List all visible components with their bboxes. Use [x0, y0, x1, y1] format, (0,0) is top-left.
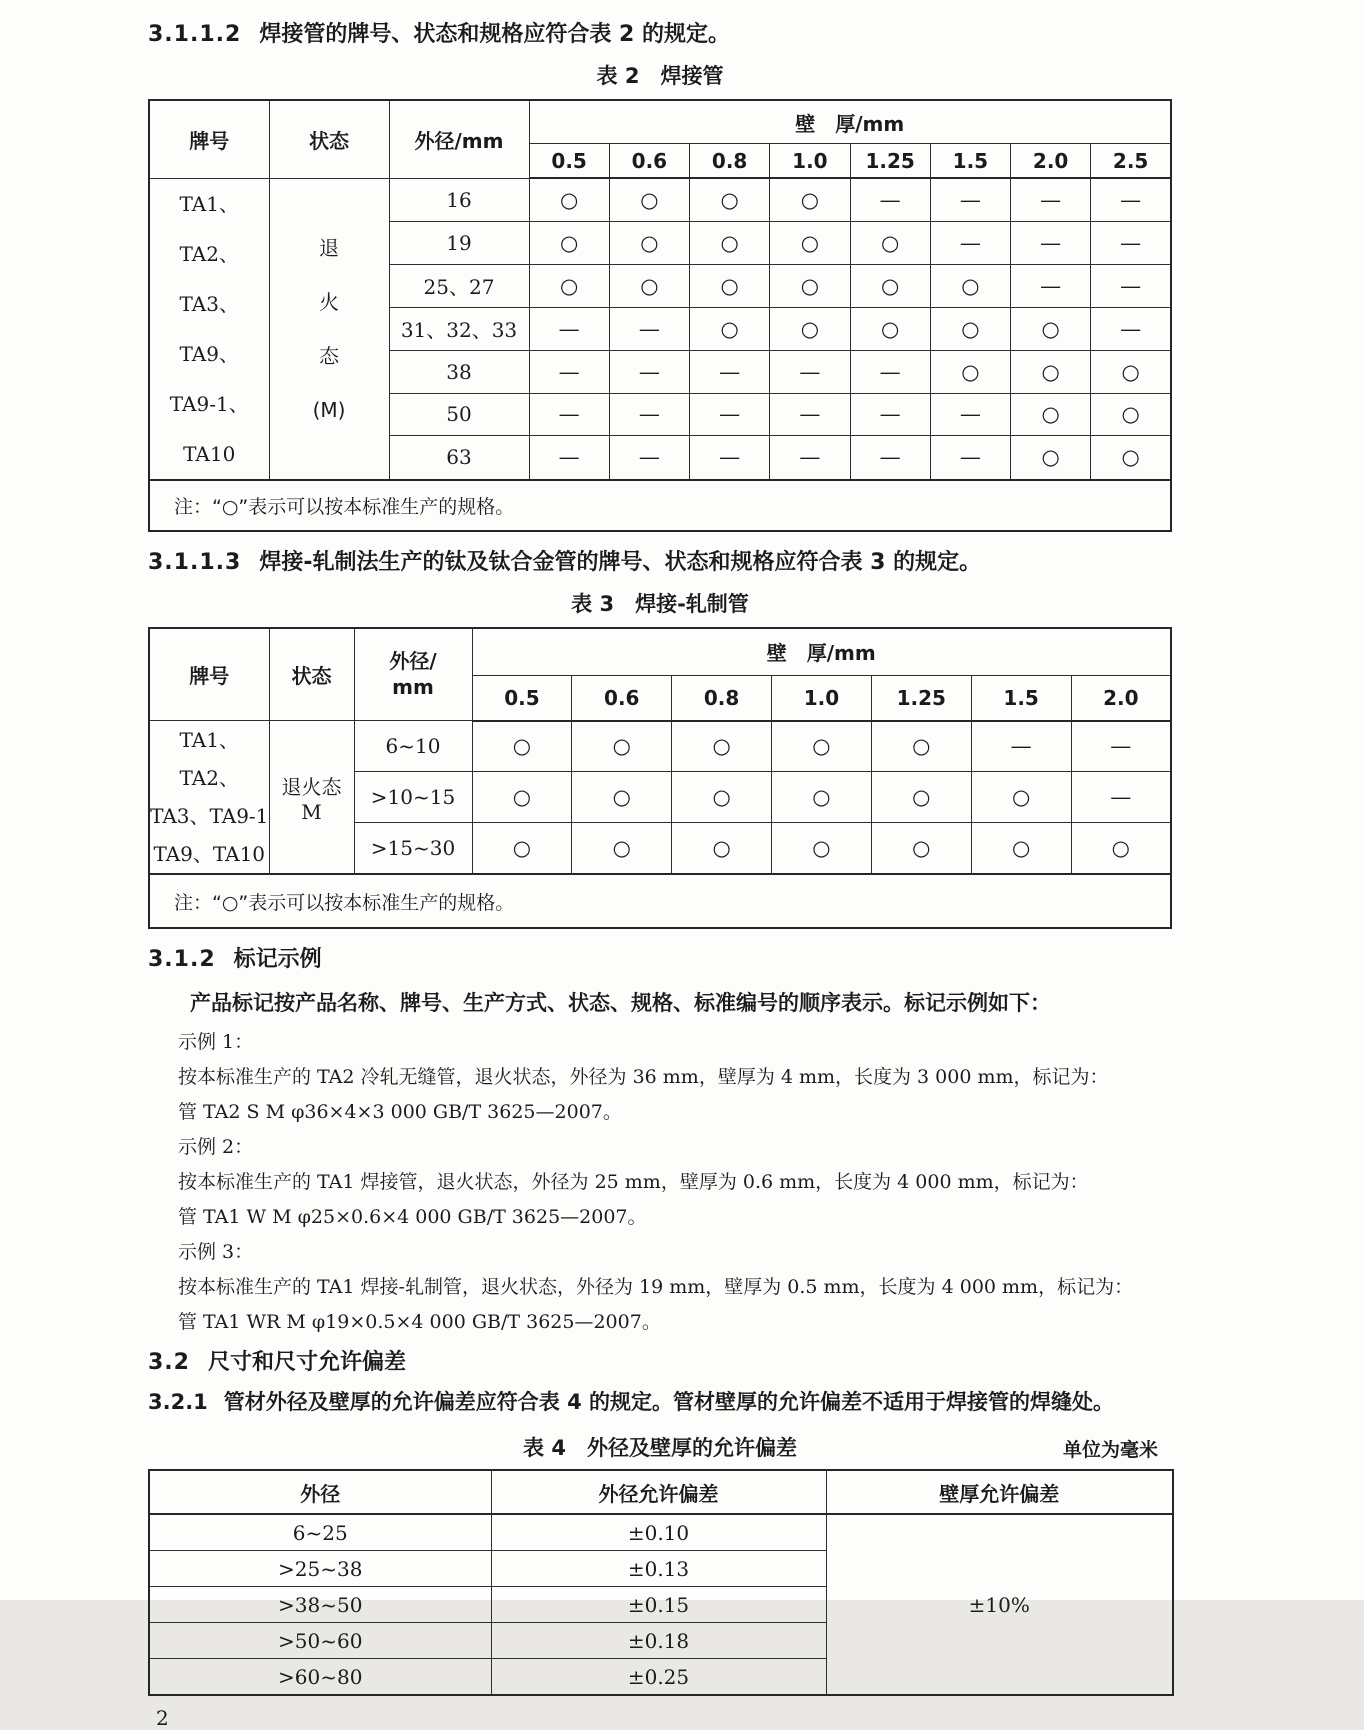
cell: ○	[1011, 393, 1091, 436]
thickness-header: 1.25	[871, 675, 971, 721]
example3-desc: 按本标准生产的 TA1 焊接-轧制管，退火状态，外径为 19 mm，壁厚为 0.5 mm，长度为 4 000 mm，标记为：	[178, 1276, 1134, 1298]
cell: —	[930, 178, 1010, 221]
spacer	[148, 532, 1172, 548]
spacer	[148, 929, 1172, 945]
cell: —	[529, 393, 609, 436]
cell: ○	[1091, 393, 1171, 436]
state-line: 态	[319, 343, 339, 368]
grade-cell	[149, 178, 269, 480]
table3-caption: 表 3 焊接-轧制管	[571, 591, 749, 616]
cell: ○	[529, 221, 609, 264]
cell: —	[609, 393, 689, 436]
thickness-header: 0.8	[672, 675, 772, 721]
cell: ○	[871, 721, 971, 772]
table-note-row	[149, 480, 1171, 531]
table-row	[149, 178, 1171, 221]
od-header-line: mm	[392, 675, 434, 700]
dev-cell: ±0.25	[491, 1659, 826, 1696]
od-cell: >15~30	[354, 823, 472, 874]
col-header-od	[354, 628, 472, 721]
example2-label: 示例 2：	[178, 1136, 254, 1158]
od-cell: >10~15	[354, 772, 472, 823]
cell: —	[770, 436, 850, 480]
thickness-header: 2.0	[1011, 144, 1091, 179]
cell: ○	[672, 823, 772, 874]
cell: ○	[930, 350, 1010, 393]
od-cell: 50	[389, 393, 529, 436]
cell: ○	[770, 264, 850, 307]
cell: ○	[971, 823, 1071, 874]
example1-label: 示例 1：	[178, 1031, 254, 1053]
state-line: 火	[319, 289, 339, 314]
clause-number: 3.2.1	[148, 1390, 208, 1414]
table-header-row	[149, 628, 1171, 676]
thickness-header: 0.6	[609, 144, 689, 179]
cell: ○	[772, 823, 872, 874]
col-header-od-dev: 外径允许偏差	[491, 1470, 826, 1514]
cell: ○	[690, 178, 770, 221]
example2-mark: 管 TA1 W M φ25×0.6×4 000 GB/T 3625—2007。	[178, 1206, 647, 1228]
grade-line: TA1、TA2、	[179, 191, 239, 266]
clause-title: 尺寸和尺寸允许偏差	[207, 1350, 406, 1375]
table-note: 注：“○”表示可以按本标准生产的规格。	[149, 480, 1171, 531]
cell: —	[1011, 264, 1091, 307]
cell: —	[770, 350, 850, 393]
col-header-od: 外径	[149, 1470, 491, 1514]
cell: ○	[472, 772, 572, 823]
dev-cell: ±0.18	[491, 1623, 826, 1659]
col-header-state: 状态	[269, 100, 389, 178]
col-header-grade: 牌号	[149, 100, 269, 178]
clause-32	[148, 1348, 1172, 1378]
table4-caption: 表 4 外径及壁厚的允许偏差	[523, 1436, 797, 1460]
cell: —	[930, 393, 1010, 436]
cell: —	[1071, 721, 1171, 772]
table-row	[149, 721, 1171, 772]
cell: ○	[672, 772, 772, 823]
cell: ○	[572, 772, 672, 823]
cell: ○	[971, 772, 1071, 823]
od-cell: >50~60	[149, 1623, 491, 1659]
cell: —	[1091, 264, 1171, 307]
col-header-od: 外径/mm	[389, 100, 529, 178]
col-header-wall: 壁 厚/mm	[472, 628, 1171, 676]
cell: ○	[770, 221, 850, 264]
cell: ○	[1011, 350, 1091, 393]
thickness-header: 1.5	[971, 675, 1071, 721]
od-cell: 16	[389, 178, 529, 221]
grade-line: TA3、TA9、	[179, 291, 239, 366]
table-3-welded-rolled-tubes	[148, 627, 1172, 930]
grade-line: TA9-1、	[169, 391, 249, 416]
clause-312	[148, 945, 1172, 975]
od-cell: 63	[389, 436, 529, 480]
example3-mark: 管 TA1 WR M φ19×0.5×4 000 GB/T 3625—2007。	[178, 1311, 661, 1333]
cell: —	[529, 350, 609, 393]
table-header-row	[149, 100, 1171, 144]
thickness-header: 0.8	[690, 144, 770, 179]
od-cell: 25、27	[389, 264, 529, 307]
cell: ○	[1091, 350, 1171, 393]
cell: —	[1091, 221, 1171, 264]
cell: —	[850, 178, 930, 221]
cell: ○	[930, 264, 1010, 307]
cell: ○	[1071, 823, 1171, 874]
grade-line: TA3、TA9-1	[150, 804, 269, 828]
cell: —	[770, 393, 850, 436]
od-header-line: 外径/	[389, 649, 437, 674]
cell: ○	[672, 721, 772, 772]
cell: ○	[770, 178, 850, 221]
col-header-wall-dev: 壁厚允许偏差	[826, 1470, 1173, 1514]
cell: —	[690, 393, 770, 436]
thickness-header: 0.5	[472, 675, 572, 721]
clause-text: 焊接管的牌号、状态和规格应符合表 2 的规定。	[259, 22, 730, 47]
cell: ○	[850, 221, 930, 264]
dev-cell: ±0.15	[491, 1587, 826, 1623]
cell: ○	[609, 264, 689, 307]
thickness-header: 2.5	[1091, 144, 1171, 179]
table4-caption-row	[148, 1434, 1172, 1462]
dev-cell: ±0.10	[491, 1514, 826, 1551]
dev-cell: ±0.13	[491, 1551, 826, 1587]
example3-label: 示例 3：	[178, 1241, 254, 1263]
cell: ○	[690, 221, 770, 264]
table-note: 注：“○”表示可以按本标准生产的规格。	[149, 874, 1171, 928]
od-cell: 19	[389, 221, 529, 264]
od-cell: 6~10	[354, 721, 472, 772]
thickness-header: 0.5	[529, 144, 609, 179]
col-header-state: 状态	[269, 628, 354, 721]
clause-3113	[148, 548, 1172, 578]
od-cell: >60~80	[149, 1659, 491, 1696]
unit-label: 单位为毫米	[1062, 1439, 1158, 1461]
marking-intro: 产品标记按产品名称、牌号、生产方式、状态、规格、标准编号的顺序表示。标记示例如下：	[190, 991, 1051, 1015]
table-row	[149, 1514, 1173, 1551]
cell: —	[1011, 221, 1091, 264]
thickness-header: 1.0	[772, 675, 872, 721]
cell: —	[609, 436, 689, 480]
clause-number: 3.2	[148, 1350, 190, 1375]
clause-number: 3.1.1.3	[148, 549, 242, 575]
cell: ○	[572, 823, 672, 874]
cell: —	[529, 436, 609, 480]
cell: —	[609, 307, 689, 350]
state-cell	[269, 178, 389, 480]
thickness-header: 0.6	[572, 675, 672, 721]
cell: —	[971, 721, 1071, 772]
cell: ○	[609, 178, 689, 221]
clause-number: 3.1.2	[148, 947, 216, 972]
cell: —	[1091, 178, 1171, 221]
od-cell: 6~25	[149, 1514, 491, 1551]
table-4-tolerances	[148, 1469, 1174, 1696]
state-line: 退	[319, 235, 339, 260]
cell: —	[930, 221, 1010, 264]
cell: ○	[690, 264, 770, 307]
grade-cell	[149, 721, 269, 875]
cell: —	[930, 436, 1010, 480]
table2-caption: 表 2 焊接管	[596, 64, 724, 88]
cell: —	[1071, 772, 1171, 823]
cell: ○	[472, 823, 572, 874]
cell: —	[690, 350, 770, 393]
cell: ○	[850, 264, 930, 307]
clause-title: 标记示例	[233, 947, 322, 972]
cell: ○	[1011, 307, 1091, 350]
cell: —	[529, 307, 609, 350]
example1-mark: 管 TA2 S M φ36×4×3 000 GB/T 3625—2007。	[178, 1101, 622, 1123]
grade-line: TA9、TA10	[153, 842, 266, 866]
cell: ○	[609, 221, 689, 264]
col-header-grade: 牌号	[149, 628, 269, 721]
thickness-header: 1.25	[850, 144, 930, 179]
od-cell: >25~38	[149, 1551, 491, 1587]
cell: ○	[772, 721, 872, 772]
cell: —	[850, 436, 930, 480]
cell: ○	[871, 772, 971, 823]
od-cell: 31、32、33	[389, 307, 529, 350]
od-cell: >38~50	[149, 1587, 491, 1623]
cell: ○	[772, 772, 872, 823]
page-number: 2	[156, 1706, 169, 1730]
col-header-wall: 壁 厚/mm	[529, 100, 1171, 144]
cell: —	[850, 393, 930, 436]
cell: ○	[1091, 436, 1171, 480]
cell: ○	[690, 307, 770, 350]
spacer	[148, 1340, 1172, 1348]
wall-dev-cell: ±10%	[826, 1514, 1173, 1695]
grade-line: TA1、TA2、	[179, 728, 239, 790]
thickness-header: 1.0	[770, 144, 850, 179]
clause-3112	[148, 20, 1172, 50]
cell: —	[850, 350, 930, 393]
cell: ○	[1011, 436, 1091, 480]
cell: ○	[529, 264, 609, 307]
cell: —	[690, 436, 770, 480]
clause-number: 3.1.1.2	[148, 22, 242, 47]
cell: ○	[572, 721, 672, 772]
cell: —	[1091, 307, 1171, 350]
thickness-header: 1.5	[930, 144, 1010, 179]
clause-321	[148, 1384, 1172, 1420]
cell: ○	[850, 307, 930, 350]
table-2-welded-tubes	[148, 99, 1172, 532]
cell: ○	[529, 178, 609, 221]
example2-desc: 按本标准生产的 TA1 焊接管，退火状态，外径为 25 mm，壁厚为 0.6 mm，长度为 4 000 mm，标记为：	[178, 1171, 1089, 1193]
cell: —	[609, 350, 689, 393]
clause-text: 管材外径及壁厚的允许偏差应符合表 4 的规定。管材壁厚的允许偏差不适用于焊接管的焊缝处。	[223, 1390, 1115, 1414]
clause-text: 焊接-轧制法生产的钛及钛合金管的牌号、状态和规格应符合表 3 的规定。	[259, 549, 982, 575]
cell: ○	[930, 307, 1010, 350]
thickness-header: 2.0	[1071, 675, 1171, 721]
cell: ○	[472, 721, 572, 772]
grade-line: TA10	[183, 441, 236, 466]
cell: ○	[770, 307, 850, 350]
table-header-row	[149, 1470, 1173, 1514]
od-cell: 38	[389, 350, 529, 393]
state-line: (M)	[312, 397, 346, 422]
cell: —	[1011, 178, 1091, 221]
cell: ○	[871, 823, 971, 874]
table-note-row	[149, 874, 1171, 928]
example1-desc: 按本标准生产的 TA2 冷轧无缝管，退火状态，外径为 36 mm，壁厚为 4 mm，长度为 3 000 mm，标记为：	[178, 1066, 1109, 1088]
state-cell: 退火态 M	[269, 721, 354, 875]
